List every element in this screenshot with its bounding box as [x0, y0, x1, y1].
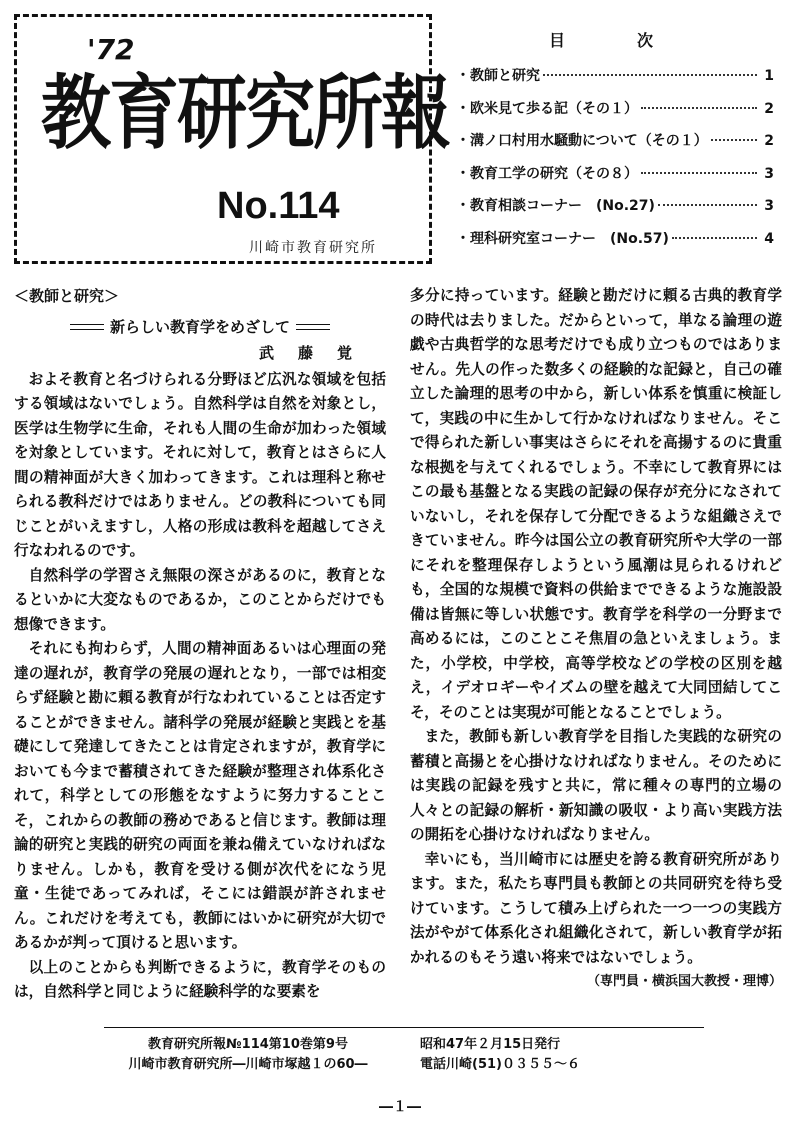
paragraph: 以上のことからも判断できるように，教育学そのものは，自然科学と同じように経験科学的な要素を	[14, 958, 386, 1000]
toc-item-page: 2	[764, 133, 774, 149]
toc-leader-dots	[711, 139, 757, 141]
toc-item-page: 2	[764, 100, 774, 117]
paragraph: 自然科学の学習さえ無限の深さがあるのに，教育となるといかに大変なものであるか，このことからだけでも想像できます。	[14, 566, 386, 633]
masthead	[14, 14, 449, 264]
footer-date-info	[420, 1035, 580, 1075]
toc-item-page: 3	[764, 165, 774, 182]
masthead-issue-number: No.114	[217, 185, 340, 227]
toc-item-page: 3	[764, 198, 774, 214]
footer-divider	[104, 1027, 704, 1028]
toc-item-page: 1	[764, 68, 774, 84]
paragraph: 幸いにも，当川崎市には歴史を誇る教育研究所があります。また，私たち専門員も教師との共同研究を待ち受けています。こうして積み上げられた一つ一つの実践方法がやがて体系化され組織化されて，新しい教育学が拓かれるのもそう遠い将来ではないでしょう。	[410, 850, 782, 966]
toc-item[interactable]	[456, 130, 774, 163]
toc-leader-dots	[543, 74, 757, 76]
table-of-contents	[456, 28, 774, 260]
toc-item-label: ・教育工学の研究（その８）	[456, 165, 638, 182]
footer-issue-line: 教育研究所報№114第10巻第9号	[148, 1037, 348, 1052]
masthead-publisher: 川崎市教育研究所	[249, 240, 377, 256]
toc-leader-dots	[672, 237, 757, 239]
paragraph: また，教師も新しい教育学を目指した実践的な研究の蓄積と高揚とを心掛けなければなりません。そのためには実践の記録を残すと共に，常に種々の専門的立場の人々との記録の解析・新知識の吸収・より高い実践方法の開拓を心掛けなければなりません。	[410, 728, 782, 843]
footer-date-line: 昭和47年２月15日発行	[420, 1037, 561, 1052]
footer-publication-info	[118, 1035, 378, 1075]
toc-item[interactable]	[456, 228, 774, 261]
article-column-left	[14, 284, 386, 1005]
toc-item-label: ・欧米見て歩る記（その１）	[456, 100, 638, 117]
article-title: 新らしい教育学をめざして	[109, 317, 290, 336]
toc-item[interactable]	[456, 65, 774, 98]
article-column-right	[410, 284, 782, 995]
toc-item[interactable]	[456, 98, 774, 131]
toc-leader-dots	[658, 204, 757, 206]
masthead-year: '72	[87, 33, 135, 66]
title-rule-right	[296, 324, 330, 330]
article-title-row	[14, 315, 386, 340]
masthead-title: 教育研究所報	[41, 66, 449, 161]
toc-item-label: ・教師と研究	[456, 68, 540, 84]
toc-item[interactable]	[456, 163, 774, 196]
toc-leader-dots	[641, 172, 757, 174]
paragraph: およそ教育と名づけられる分野ほど広汎な領域を包括する領域はないでしょう。自然科学は自然を対象とし，医学は生物学に生命，それも人間の生命が加わった領域を対象としています。それに対して，教育とはさらに人間の精神面が大きく加わってきます。これは理科と称せられる教科だけではありません。どの教科についても同じことがいえますし，人格の形成は教科を超越してさえ行なわれるのです。	[14, 370, 386, 559]
footer-address-line: 川崎市教育研究所―川崎市塚越１の60―	[128, 1057, 368, 1072]
toc-heading: 目 次	[548, 31, 681, 50]
footer-phone-line: 電話川崎(51)０３５５～６	[420, 1057, 580, 1072]
page-number: ―１―	[379, 1099, 421, 1115]
author-credit: （専門員・横浜国大教授・理博）	[586, 974, 782, 989]
article-author: 武藤覚	[258, 344, 376, 362]
section-label: ＜教師と研究＞	[14, 287, 120, 305]
toc-item-page: 4	[764, 230, 774, 247]
paragraph: それにも拘わらず，人間の精神面あるいは心理面の発達の遅れが，教育学の発展の遅れとなり，一部では相変らず経験と勘に頼る教育が行なわれていることは否定することができません。諸科学の発展が経験と実践とを基礎にして発達してきたことは肯定されますが，教育学においても今まで蓄積されてきた経験が整理され体系化されて，科学としての形態をなすように努力することこそ，これからの教師の務めであると信じます。教師は理論的研究と実践的研究の両面を兼ね備えていなければなりません。しかも，教育を受ける側が次代をになう児童・生徒であってみれば，そこには錯誤が許されません。これだけを考えても，教師にはいかに研究が大切であるかが判って頂けると思います。	[14, 640, 386, 951]
toc-leader-dots	[641, 107, 757, 109]
paragraph: 多分に持っています。経験と勘だけに頼る古典的教育学の時代は去りました。だからといって，単なる論理の遊戯や古典哲学的な思考だけでも成り立つものではありません。先人の作った数多くの経験的な記録と，自己の確立した論理的思考の中から，新しい体系を慎重に検証して，実践の中に生かして行かなければなりません。そこで得られた新しい事実はさらにそれを高揚するのに貴重な根拠を与えてくれるでしょう。不幸にして教育界にはこの最も基盤となる実践の記録の保存が充分になされていないし，それを保存して分配できるような組織さえできていません。昨今は国公立の教育研究所や大学の一部にそれを整理保存しようという風潮は見られるけれども，全国的な規模で資料の供給までできるような施設設備は皆無に等しい状態です。教育学を科学の一分野まで高めるには，このことこそ焦眉の急といえましょう。また，小学校，中学校，高等学校などの学校の区別を越え，イデオロギーやイズムの壁を越えて大同団結してこそ，そのことは実現が可能となることでしょう。	[410, 287, 782, 721]
toc-item[interactable]	[456, 195, 774, 228]
toc-item-label: ・教育相談コーナー (No.27)	[456, 198, 655, 214]
toc-item-label: ・理科研究室コーナー (No.57)	[456, 230, 669, 247]
title-rule-left	[70, 324, 104, 330]
toc-item-label: ・溝ノ口村用水騒動について（その１）	[456, 133, 708, 149]
